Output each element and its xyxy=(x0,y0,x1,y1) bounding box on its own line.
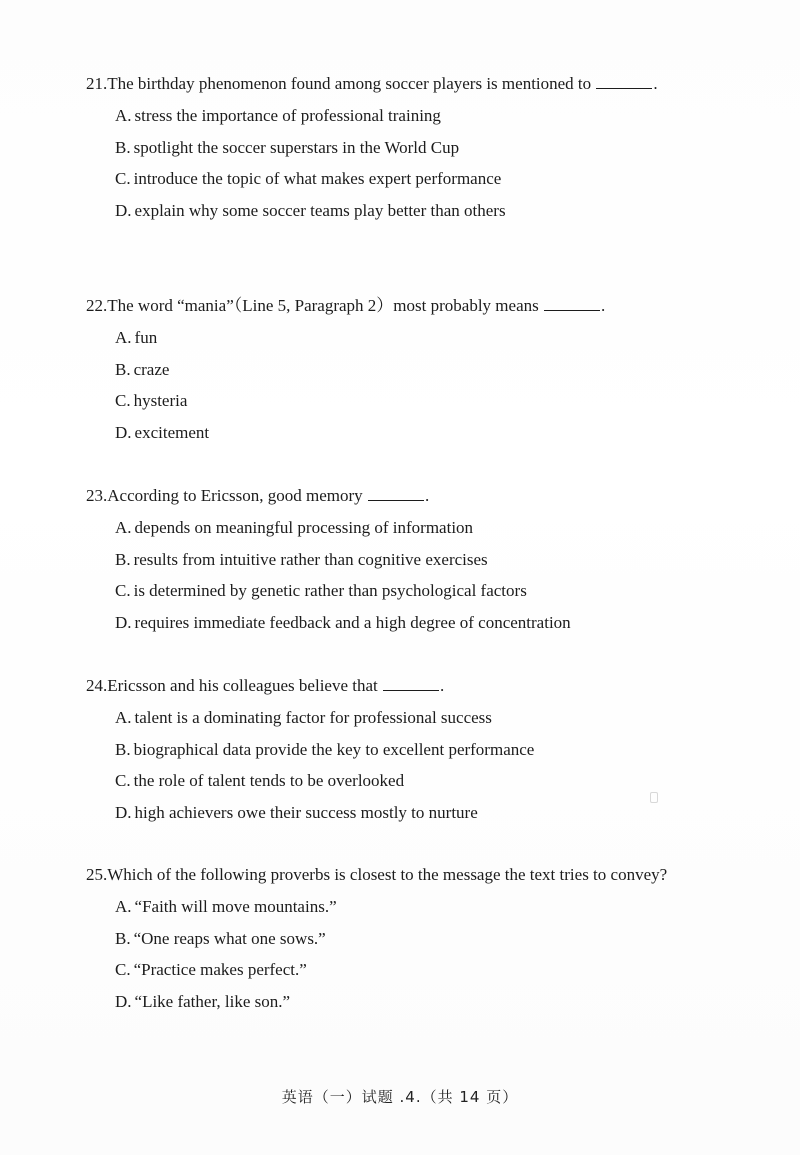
option-letter: A. xyxy=(115,106,132,125)
option-text: hysteria xyxy=(133,391,188,411)
option-b xyxy=(115,734,726,766)
option-letter: B. xyxy=(115,359,131,379)
option-letter: C. xyxy=(115,771,131,791)
question-text-end: . xyxy=(440,676,445,695)
question-number: 21. xyxy=(86,74,108,93)
option-letter: C. xyxy=(115,169,131,189)
option-text: is determined by genetic rather than psychological factors xyxy=(133,581,527,601)
question-stem xyxy=(86,859,726,891)
options-list xyxy=(86,100,726,226)
option-letter: C. xyxy=(115,391,131,411)
option-text: explain why some soccer teams play better than others xyxy=(134,200,506,220)
question-text-end: . xyxy=(600,296,606,315)
question-text: The word “mania”（Line 5, Paragraph 2）most probably means xyxy=(107,296,539,315)
option-letter: D. xyxy=(115,991,132,1011)
page-footer: 英语（一）试题 .4.（共 14 页） xyxy=(281,1088,519,1106)
options-list xyxy=(86,512,726,638)
option-letter: A. xyxy=(115,328,132,347)
question-25 xyxy=(86,859,726,1017)
option-a xyxy=(115,100,726,132)
option-c xyxy=(115,765,726,797)
answer-blank xyxy=(368,486,424,501)
question-number: 24. xyxy=(86,676,108,695)
option-d xyxy=(115,797,726,829)
option-text: spotlight the soccer superstars in the World Cup xyxy=(133,137,460,157)
option-a xyxy=(115,512,726,544)
option-text: depends on meaningful processing of information xyxy=(134,518,474,537)
question-stem xyxy=(86,290,726,322)
question-22 xyxy=(86,290,726,448)
option-a xyxy=(115,702,726,734)
option-text: “One reaps what one sows.” xyxy=(133,928,326,948)
option-text: requires immediate feedback and a high degree of concentration xyxy=(134,612,571,632)
question-21 xyxy=(86,68,726,226)
question-stem xyxy=(86,68,726,100)
answer-blank xyxy=(544,296,600,311)
option-letter: D. xyxy=(115,802,132,822)
question-number: 23. xyxy=(86,486,108,505)
option-letter: D. xyxy=(115,422,132,442)
question-text: Which of the following proverbs is closest to the message the text tries to convey? xyxy=(107,865,668,884)
scan-mark xyxy=(650,792,658,803)
options-list xyxy=(86,702,726,828)
option-text: talent is a dominating factor for professional success xyxy=(134,708,492,727)
option-b xyxy=(115,132,726,164)
option-letter: D. xyxy=(115,612,132,632)
question-text: The birthday phenomenon found among soccer players is mentioned to xyxy=(107,74,592,93)
option-text: high achievers owe their success mostly to nurture xyxy=(134,802,478,822)
option-c xyxy=(115,954,726,986)
option-c xyxy=(115,385,726,417)
question-stem xyxy=(86,480,726,512)
option-letter: B. xyxy=(115,928,131,948)
question-stem xyxy=(86,670,726,702)
option-text: “Faith will move mountains.” xyxy=(134,897,337,916)
option-d xyxy=(115,195,726,227)
option-b xyxy=(115,923,726,955)
option-text: “Like father, like son.” xyxy=(134,991,291,1011)
option-c xyxy=(115,163,726,195)
option-text: “Practice makes perfect.” xyxy=(133,960,307,980)
option-text: stress the importance of professional training xyxy=(134,106,441,125)
option-letter: C. xyxy=(115,581,131,601)
answer-blank xyxy=(383,676,439,691)
option-b xyxy=(115,544,726,576)
option-d xyxy=(115,986,726,1018)
question-text: According to Ericsson, good memory xyxy=(107,486,363,505)
option-letter: D. xyxy=(115,200,132,220)
option-text: fun xyxy=(134,328,158,347)
option-text: introduce the topic of what makes expert performance xyxy=(133,169,502,189)
question-number: 25. xyxy=(86,865,108,884)
question-23 xyxy=(86,480,726,638)
answer-blank xyxy=(596,74,652,89)
options-list xyxy=(86,322,726,448)
option-letter: A. xyxy=(115,897,132,916)
question-number: 22. xyxy=(86,296,108,315)
option-letter: A. xyxy=(115,518,132,537)
option-d xyxy=(115,417,726,449)
question-text: Ericsson and his colleagues believe that xyxy=(107,676,378,695)
option-b xyxy=(115,354,726,386)
question-text-end: . xyxy=(653,74,658,93)
options-list xyxy=(86,891,726,1017)
option-letter: B. xyxy=(115,739,131,759)
option-text: craze xyxy=(133,359,170,379)
option-text: results from intuitive rather than cognitive exercises xyxy=(133,549,488,569)
option-letter: C. xyxy=(115,960,131,980)
question-24 xyxy=(86,670,726,828)
option-d xyxy=(115,607,726,639)
option-text: the role of talent tends to be overlooked xyxy=(133,771,405,791)
option-a xyxy=(115,322,726,354)
option-a xyxy=(115,891,726,923)
option-c xyxy=(115,575,726,607)
option-text: biographical data provide the key to excellent performance xyxy=(133,739,535,759)
option-letter: A. xyxy=(115,708,132,727)
option-letter: B. xyxy=(115,549,131,569)
option-text: excitement xyxy=(134,422,210,442)
option-letter: B. xyxy=(115,137,131,157)
question-text-end: . xyxy=(424,486,430,505)
